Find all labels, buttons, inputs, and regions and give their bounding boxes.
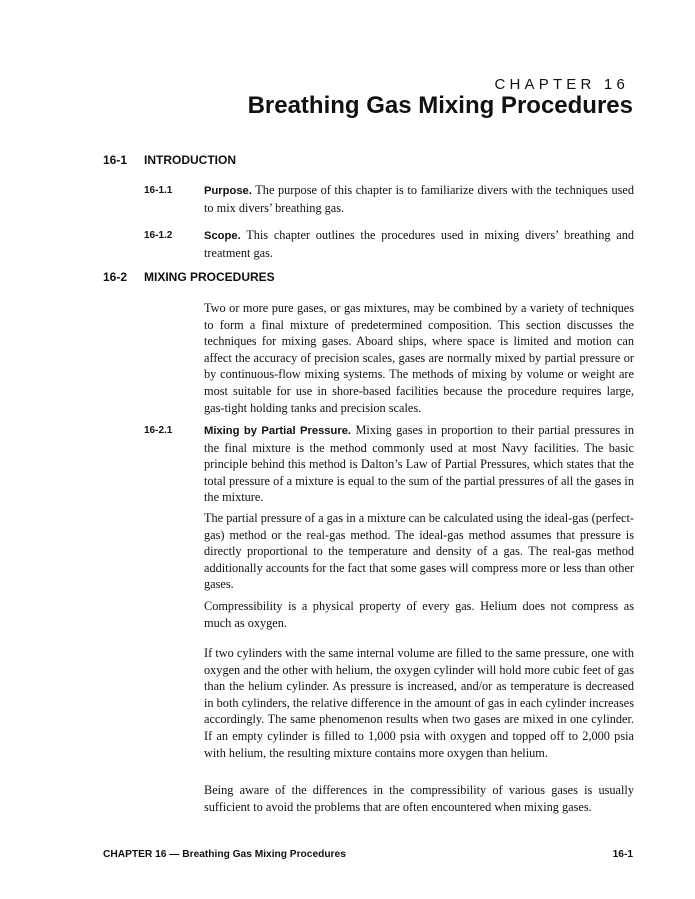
- scope-lead: Scope.: [204, 230, 241, 242]
- awareness-paragraph: Being aware of the differences in the compressibility of various gases is usually sufficient to avoid the problems that are often encountered when mixing gases.: [204, 783, 634, 814]
- section-title-mixing: MIXING PROCEDURES: [144, 270, 275, 284]
- footer-chapter-title: CHAPTER 16 — Breathing Gas Mixing Procedures: [103, 849, 346, 860]
- subsection-number-purpose: 16-1.1: [144, 185, 173, 196]
- chapter-title: Breathing Gas Mixing Procedures: [247, 92, 633, 119]
- subsection-number-scope: 16-1.2: [144, 230, 173, 241]
- purpose-text: The purpose of this chapter is to familiarize divers with the techniques used to mix divers’ breathing gas.: [204, 183, 635, 215]
- purpose-lead: Purpose.: [204, 185, 252, 197]
- ideal-gas-paragraph: The partial pressure of a gas in a mixture can be calculated using the ideal-gas (perfect-gas) method or the real-gas method. The ideal-gas method assumes that pressure is directly proportional to the temperature and density of a gas. The real-gas method additionally accounts for the fact that some gases will compress more or less than other gases.: [204, 511, 634, 592]
- section-number-intro: 16-1: [103, 153, 128, 167]
- purpose-paragraph: [204, 182, 634, 216]
- partial-pressure-lead: Mixing by Partial Pressure.: [204, 425, 352, 437]
- section-title-intro: INTRODUCTION: [144, 153, 236, 167]
- scope-text: This chapter outlines the procedures used in mixing divers’ breathing and treatment gas.: [204, 228, 634, 260]
- mixing-intro-paragraph: Two or more pure gases, or gas mixtures, may be combined by a variety of techniques to form a final mixture of predetermined composition. This section discusses the techniques for mixing gases. Aboard ships, where space is limited and motion can affect the accuracy of precision scales, gases are normally mixed by partial pressure or by continuous-flow mixing systems. The methods of mixing by volume or weight are most suitable for use in shore-based facilities because the procedure requires large, gas-tight holding tanks and precision scales.: [204, 301, 634, 415]
- compressibility-paragraph: Compressibility is a physical property of every gas. Helium does not compress as much as oxygen.: [204, 599, 634, 630]
- partial-pressure-text: Mixing gases in proportion to their partial pressures in the final mixture is the method commonly used at most Navy facilities. The basic principle behind this method is Dalton’s Law of Partial Pressures, which states that the total pressure of a mixture is equal to the sum of the partial pressures of all the gases in the mixture.: [204, 423, 634, 505]
- chapter-label: CHAPTER 16: [494, 76, 629, 93]
- subsection-number-partial: 16-2.1: [144, 425, 173, 436]
- section-number-mixing: 16-2: [103, 270, 128, 284]
- two-cylinders-paragraph: If two cylinders with the same internal volume are filled to the same pressure, one with oxygen and the other with helium, the oxygen cylinder will hold more cubic feet of gas than the helium cylinder. As pressure is increased, and/or as temperature is decreased in both cylinders, the relative difference in the amount of gas in each cylinder increases accordingly. The same phenomenon results when two gases are mixed in one cylinder. If an empty cylinder is filled to 1,000 psia with oxygen and topped off to 2,000 psia with helium, the resulting mixture contains more oxygen than helium.: [204, 646, 634, 760]
- scope-paragraph: [204, 227, 634, 261]
- partial-pressure-paragraph: [204, 422, 634, 506]
- footer-page-number: 16-1: [612, 849, 633, 860]
